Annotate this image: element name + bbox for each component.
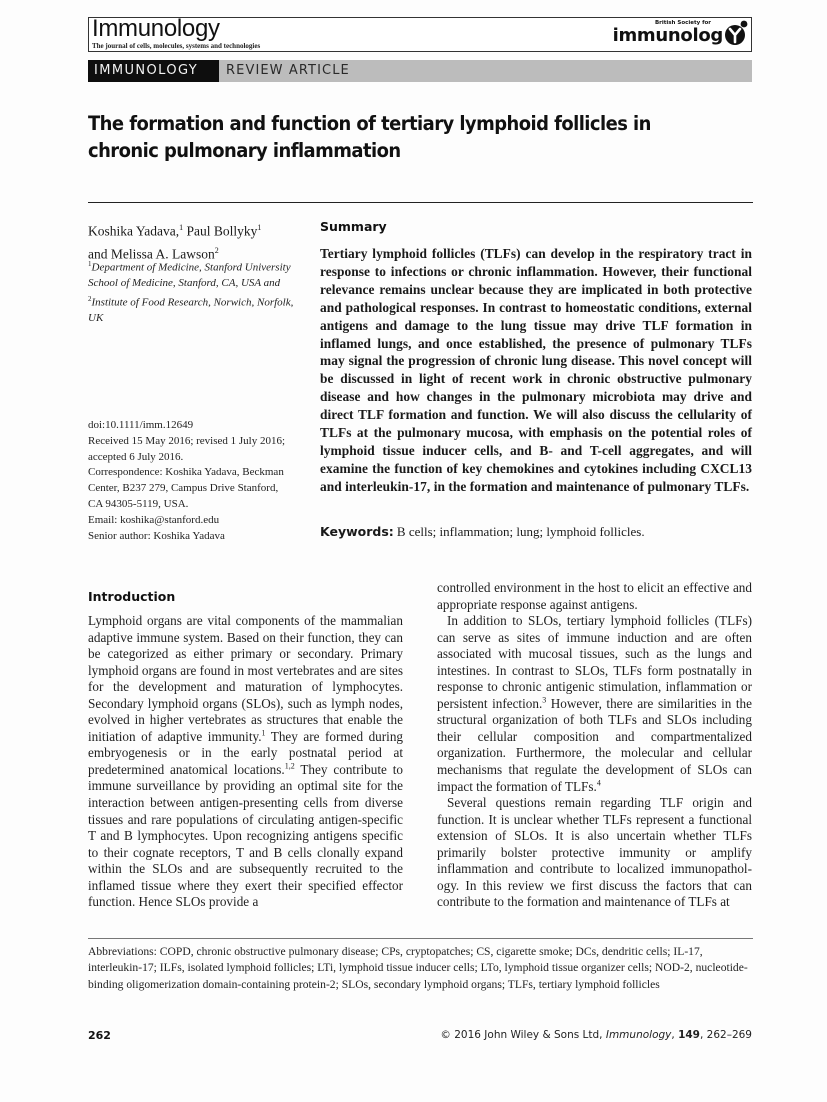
- society-logo-text: immunolog: [612, 25, 723, 46]
- correspondence: Correspondence: Koshika Yadava, Beckman: [88, 466, 284, 479]
- body-column-right: [437, 580, 752, 911]
- journal-tagline: The journal of cells, molecules, systems and technologies: [92, 42, 261, 50]
- affiliation-text: Institute of Food Research, Norwich, Norfolk, UK: [88, 296, 294, 324]
- paragraph: Several questions remain regarding TLF origin and function. It is unclear whether TLFs represent a functional extension of SLOs. It is also uncertain whether TLFs primarily bolster protective immunity or amplify inflammation and contribute to localized immunopathology. In this review we first discuss the factors that can contribute to the formation and maintenance of TLFs at: [437, 795, 752, 910]
- summary-heading: Summary: [320, 219, 387, 234]
- correspondence-address: Center, B237 279, Campus Drive Stanford,: [88, 482, 279, 495]
- separator: ,: [671, 1029, 679, 1041]
- paragraph: controlled environment in the host to elicit an effective and appropriate response against antigens.: [437, 580, 752, 612]
- article-type-bar: [88, 60, 752, 82]
- keywords-label: Keywords:: [320, 524, 394, 539]
- citation[interactable]: 1,2: [284, 761, 295, 771]
- senior-author: Senior author: Koshika Yadava: [88, 529, 225, 542]
- affiliation-ref: 1: [179, 223, 184, 232]
- copyright-line: [440, 1029, 752, 1041]
- correspondence-address: CA 94305-5119, USA.: [88, 497, 189, 510]
- keywords-value: B cells; inflammation; lung; lymphoid follicles.: [396, 524, 645, 539]
- journal-name: Immunology: [92, 15, 220, 42]
- copyright-text: © 2016 John Wiley & Sons Ltd,: [440, 1029, 606, 1041]
- paragraph-text: In addition to SLOs, tertiary lymphoid follicles (TLFs) can serve as sites of immune induction and are often associated with mucosal tissues, such as the lungs and intestines. In contrast to SLOs, TLFs form postnatally in response to chronic antigenic stimulation, inflammation or persistent infection.: [437, 613, 752, 711]
- page-range: , 262–269: [699, 1029, 752, 1041]
- accepted-date: accepted 6 July 2016.: [88, 450, 184, 463]
- affiliation-text: Department of Medicine, Stanford University School of Medicine, Stanford, CA, USA and: [88, 261, 291, 290]
- affiliation-ref: 1: [257, 223, 262, 232]
- y-emblem-icon: [723, 20, 749, 46]
- page-number: 262: [88, 1029, 111, 1042]
- article-title: The formation and function of tertiary lymphoid follicles in chronic pulmonary inflammation: [88, 112, 651, 162]
- journal-header: [88, 17, 752, 52]
- summary-body: Tertiary lymphoid follicles (TLFs) can develop in the respiratory tract in response to infections or chronic inflammation. However, their functional relevance remains unclear because they are implicated in both protective and pathological responses. In contrast to homeostatic conditions, external antigens and damage to the lung tissue may drive TLF formation in inflamed lungs, and once established, the presence of pulmonary TLFs may signal the progression of chronic lung disease. This novel concept will be discussed in light of recent work in chronic obstructive pulmonary disease and how changes in the pulmonary microbiota may drive and direct TLF formation and function. We will also discuss the cellularity of TLFs at the pulmonary mucosa, with emphasis on the potential roles of lymphoid tissue inducer cells, and B- and T-cell aggregates, and will examine the function of key chemokines and cytokines including CXCL13 and interleukin-17, in the formation and maintenance of pulmonary TLFs.: [320, 246, 752, 494]
- volume: 149: [678, 1029, 700, 1041]
- paragraph: [88, 613, 403, 911]
- paragraph-text: They are formed during embryogenesis or in the early postnatal period at predetermined anatomical locations.: [88, 728, 404, 777]
- paragraph-text: They contribute to immune surveillance by providing an optimal site for the interaction between antigen-presenting cells from diverse tissues and rare populations of circulating antigen-specific T and B lymphocytes. Upon recognizing antigens specific to their cognate receptors, T and B cells clonally expand within the SLOs and are subsequently recruited to the inflamed tissue where they exert their specified effector function. Hence SLOs provide a: [88, 761, 403, 910]
- title-divider: [88, 202, 753, 203]
- citation[interactable]: 4: [596, 778, 601, 788]
- keywords: [320, 524, 752, 540]
- author-name: and Melissa A. Lawson: [88, 246, 215, 261]
- abbreviations-divider: [88, 938, 753, 939]
- paragraph-text: However, there are similarities in the structural organization of both TLFs and SLOs including their cellular composition and compartmentalized organization. Furthermore, the molecular and cellular mechanisms that regulate the development of SLOs can impact the formation of TLFs.: [437, 695, 752, 794]
- received-date: Received 15 May 2016; revised 1 July 2016;: [88, 434, 286, 447]
- abbreviations: Abbreviations: COPD, chronic obstructive pulmonary disease; CPs, cryptopatches; CS, cigarette smoke; DCs, dendritic cells; IL-17, interleukin-17; ILFs, isolated lymphoid follicles; LTi, lymphoid tissue inducer cells; LTo, lymphoid tissue organizer cells; NOD-2, nucleotide-binding oligomerization domain-containing protein-2; SLOs, secondary lymphoid organs; TLFs, tertiary lymphoid follicles: [88, 945, 748, 991]
- affiliation-number: 2: [88, 294, 92, 303]
- society-prefix: British Society for: [654, 20, 711, 26]
- paragraph: [437, 613, 752, 795]
- email[interactable]: Email: koshika@stanford.edu: [88, 513, 220, 526]
- affiliation-number: 1: [88, 260, 92, 268]
- doi[interactable]: doi:10.1111/imm.12649: [88, 419, 194, 431]
- citation[interactable]: 1: [261, 728, 266, 738]
- affiliation-ref: 2: [214, 245, 219, 255]
- article-metadata: [88, 418, 303, 544]
- body-column-left: [88, 613, 403, 911]
- article-type-secondary: REVIEW ARTICLE: [226, 63, 350, 78]
- citation[interactable]: 3: [542, 695, 547, 705]
- affiliations: [88, 257, 303, 326]
- author-name: Paul Bollyky: [186, 223, 258, 239]
- paragraph-text: Lymphoid organs are vital components of the mammalian adaptive immune system. Based on their function, they can be categorized as either primary or secondary. Primary lymphoid organs are found in most vertebrates and are sites for the development and maturation of lymphocytes. Secondary lymphoid organs (SLOs), such as lymph nodes, evolved in higher vertebrates as structures that enable the initiation of adaptive immunity.: [88, 613, 403, 744]
- author-name: Koshika Yadava,: [88, 223, 180, 239]
- introduction-heading: Introduction: [88, 589, 176, 604]
- journal-italic: Immunology: [605, 1029, 672, 1041]
- article-type-primary: IMMUNOLOGY: [94, 63, 199, 78]
